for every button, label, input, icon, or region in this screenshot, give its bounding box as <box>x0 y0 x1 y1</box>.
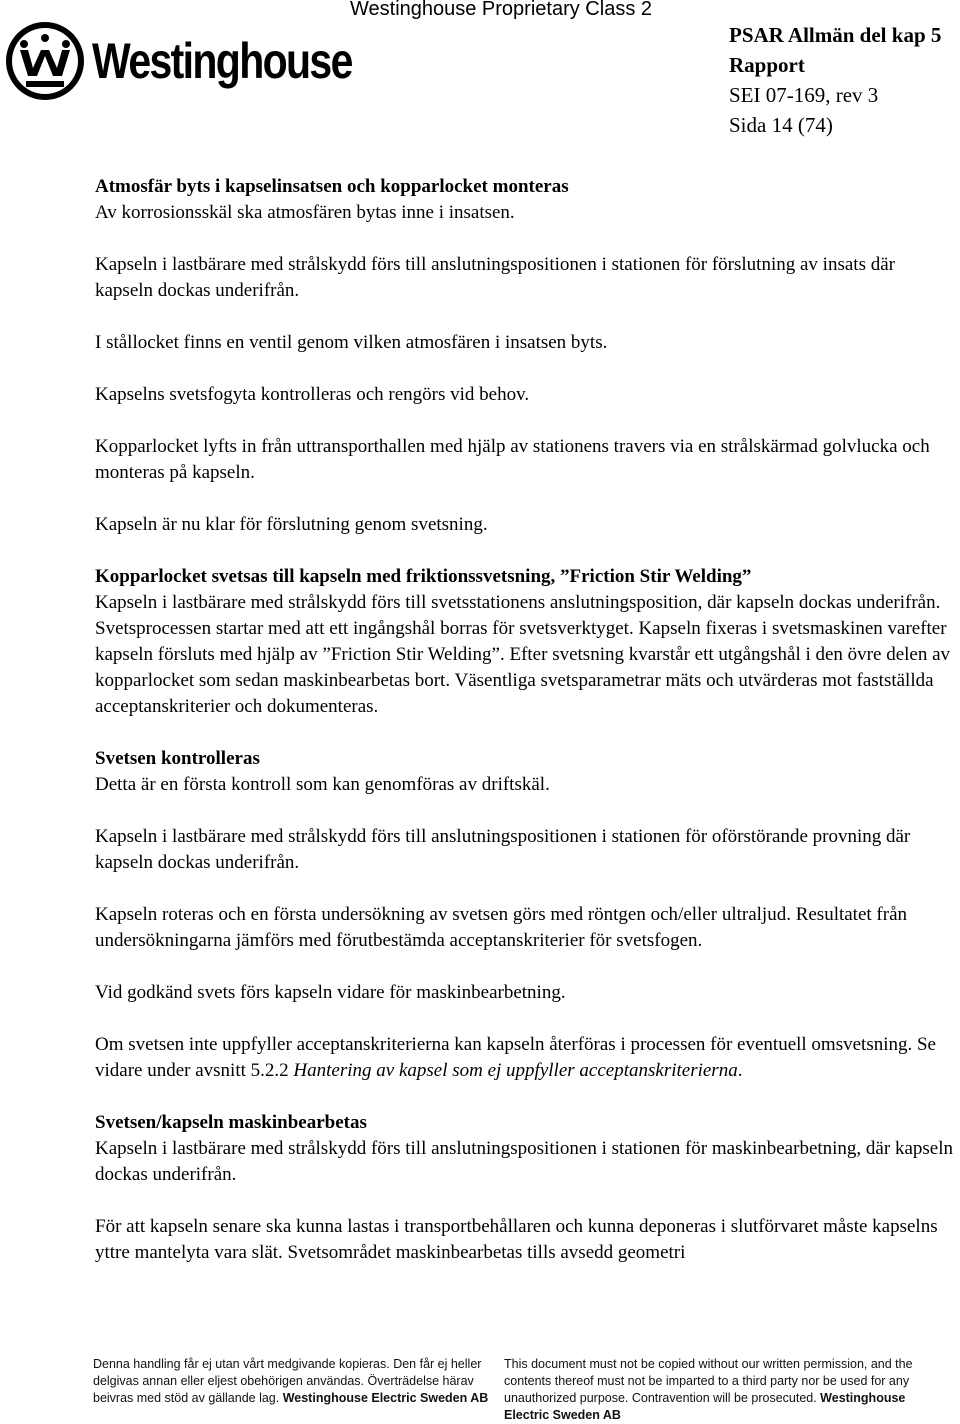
paragraph <box>95 1032 955 1084</box>
proprietary-classification: Westinghouse Proprietary Class 2 <box>350 0 652 20</box>
section-heading: Kopparlocket svetsas till kapseln med friktionssvetsning, ”Friction Stir Welding” <box>95 566 752 587</box>
paragraph: I stållocket finns en ventil genom vilken atmosfären i insatsen byts. <box>95 332 608 353</box>
paragraph: Kapseln är nu klar för förslutning genom svetsning. <box>95 514 488 535</box>
paragraph-text: Om svetsen inte uppfyller acceptanskriterierna kan kapseln återföras i processen för eventuell omsvetsning. Se vidare under avsnitt 5.2.2 <box>95 1034 936 1081</box>
document-body <box>95 174 955 1266</box>
document-header <box>729 20 941 140</box>
paragraph-text: . <box>737 1060 743 1081</box>
document-id: SEI 07-169, rev 3 <box>729 83 879 107</box>
paragraph: Kapseln i lastbärare med strålskydd förs till anslutningspositionen i stationen för maskinbearbetning, där kapseln dockas underifrån. <box>95 1138 953 1185</box>
document-title: PSAR Allmän del kap 5 <box>729 23 942 47</box>
footer-notice-text: This document must not be copied without our written permission, and the contents thereof must not be imparted to a third party nor be used for any unauthorized purpose. Contravention will be prosecuted. <box>504 1357 913 1405</box>
footer-swedish-notice <box>93 1356 493 1407</box>
footer-company: Westinghouse Electric Sweden AB <box>282 1391 489 1405</box>
logo-wordmark: Westinghouse <box>92 33 352 89</box>
section-heading: Svetsen/kapseln maskinbearbetas <box>95 1112 367 1133</box>
westinghouse-circle-w-icon <box>4 20 86 102</box>
footer-company: Westinghouse Electric Sweden AB <box>504 1391 906 1422</box>
paragraph: Detta är en första kontroll som kan genomföras av driftskäl. <box>95 774 550 795</box>
paragraph: Kapseln i lastbärare med strålskydd förs till anslutningspositionen i stationen för förslutning av insats där kapseln dockas underifrån. <box>95 254 895 301</box>
paragraph: För att kapseln senare ska kunna lastas i transportbehållaren och kunna deponeras i slutförvaret måste kapselns yttre mantelyta vara slät. Svetsområdet maskinbearbetas tills avsedd geometri <box>95 1216 938 1263</box>
paragraph: Kopparlocket lyfts in från uttransporthallen med hjälp av stationens travers via en strålskärmad golvlucka och monteras på kapseln. <box>95 436 930 483</box>
paragraph: Kapseln roteras och en första undersökning av svetsen görs med röntgen och/eller ultraljud. Resultatet från undersökningarna jämförs med förutbestämda acceptanskriterier för svetsfogen. <box>95 904 908 951</box>
paragraph: Kapselns svetsfogyta kontrolleras och rengörs vid behov. <box>95 384 530 405</box>
paragraph: Kapseln i lastbärare med strålskydd förs till anslutningspositionen i stationen för oförstörande provning där kapseln dockas underifrån. <box>95 826 911 873</box>
paragraph: Vid godkänd svets förs kapseln vidare för maskinbearbetning. <box>95 982 566 1003</box>
section-reference: Hantering av kapsel som ej uppfyller acceptanskriterierna <box>293 1060 738 1081</box>
page-number: Sida 14 (74) <box>729 113 833 137</box>
section-heading: Svetsen kontrolleras <box>95 748 260 769</box>
paragraph: Kapseln i lastbärare med strålskydd förs till svetsstationens anslutningsposition, där kapseln dockas underifrån. Svetsprocessen startar med att ett ingångshål borras för svetsverktyget. Kapseln fixeras i svetsmaskinen varefter kapseln försluts med hjälp av ”Friction Stir Welding”. Efter svetsning kvarstår ett utgångshål i den övre delen av kopparlocket som sedan maskinbearbetas bort. Väsentliga svetsparametrar mäts och utvärderas mot fastställda acceptanskriterier och dokumenteras. <box>95 592 951 717</box>
westinghouse-logo <box>4 20 409 102</box>
document-type: Rapport <box>729 53 805 77</box>
footer-english-notice <box>504 1356 949 1424</box>
section-heading: Atmosfär byts i kapselinsatsen och kopparlocket monteras <box>95 176 569 197</box>
footer-notice-text: Denna handling får ej utan vårt medgivande kopieras. Den får ej heller delgivas annan eller eljest obehörigen användas. Överträdelse härav beivras med stöd av gällande lag. <box>93 1357 482 1405</box>
paragraph: Av korrosionsskäl ska atmosfären bytas inne i insatsen. <box>95 202 515 223</box>
